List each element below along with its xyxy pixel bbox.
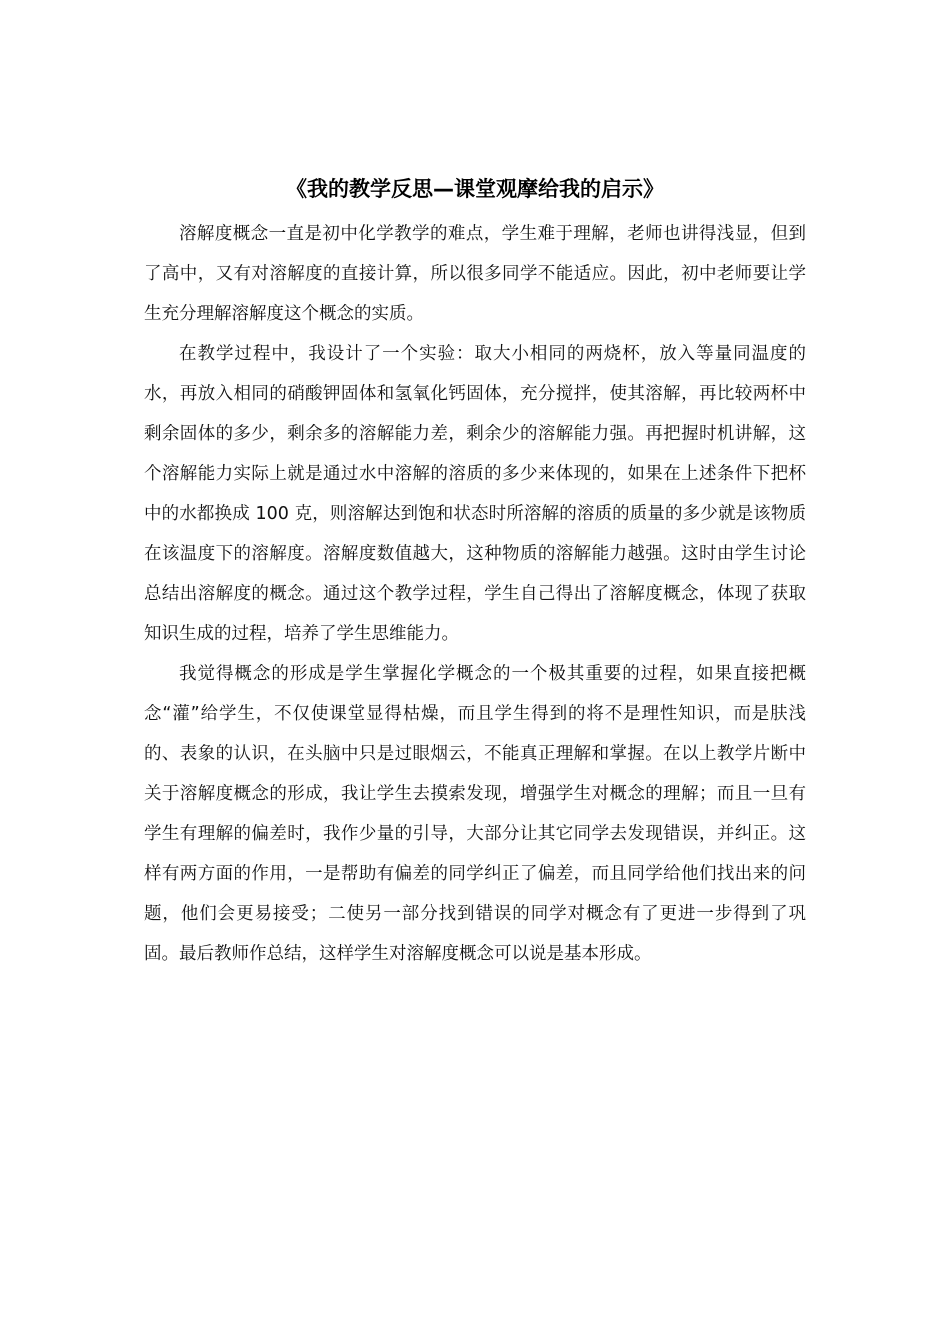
paragraph-1: 溶解度概念一直是初中化学教学的难点，学生难于理解，老师也讲得浅显，但到了高中，又有对溶解度的直接计算，所以很多同学不能适应。因此，初中老师要让学生充分理解溶解度这个概念的实质。	[144, 224, 806, 324]
paragraph-3: 我觉得概念的形成是学生掌握化学概念的一个极其重要的过程，如果直接把概念“灌”给学生，不仅使课堂显得枯燥，而且学生得到的将不是理性知识，而是肤浅的、表象的认识，在头脑中只是过眼烟云，不能真正理解和掌握。在以上教学片断中关于溶解度概念的形成，我让学生去摸索发现，增强学生对概念的理解；而且一旦有学生有理解的偏差时，我作少量的引导，大部分让其它同学去发现错误，并纠正。这样有两方面的作用，一是帮助有偏差的同学纠正了偏差，而且同学给他们找出来的问题，他们会更易接受；二使另一部分找到错误的同学对概念有了更进一步得到了巩固。最后教师作总结，这样学生对溶解度概念可以说是基本形成。	[144, 664, 806, 964]
document-title: 《我的教学反思—课堂观摩给我的启示》	[286, 177, 664, 201]
paragraph-2: 在教学过程中，我设计了一个实验：取大小相同的两烧杯，放入等量同温度的水，再放入相同的硝酸钾固体和氢氧化钙固体，充分搅拌，使其溶解，再比较两杯中剩余固体的多少，剩余多的溶解能力差，剩余少的溶解能力强。再把握时机讲解，这个溶解能力实际上就是通过水中溶解的溶质的多少来体现的，如果在上述条件下把杯中的水都换成 100 克，则溶解达到饱和状态时所溶解的溶质的质量的多少就是该物质在该温度下的溶解度。溶解度数值越大，这种物质的溶解能力越强。这时由学生讨论总结出溶解度的概念。通过这个教学过程，学生自己得出了溶解度概念，体现了获取知识生成的过程，培养了学生思维能力。	[144, 344, 806, 644]
document-body	[144, 214, 806, 974]
